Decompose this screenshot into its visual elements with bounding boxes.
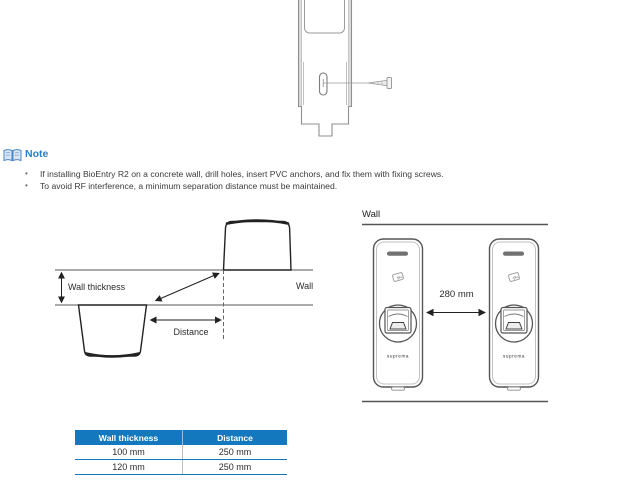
screw-icon (368, 78, 392, 89)
device-bottom-tab (392, 387, 405, 390)
device-section-back (79, 305, 147, 356)
wall-section-diagram (40, 212, 320, 362)
cell-wall-thickness: 100 mm (75, 445, 183, 459)
led-bar (387, 252, 408, 256)
wall-thickness-distance-table (75, 430, 287, 475)
wall-thickness-label: Wall thickness (68, 282, 126, 292)
brand-logo: suprema (502, 353, 526, 359)
note-bullet-item (25, 180, 605, 192)
bullet-dot: • (25, 181, 28, 190)
distance-label: Distance (173, 327, 209, 337)
separation-wall-label: Wall (362, 209, 381, 220)
bioentry-device-right (490, 239, 539, 390)
note-heading: Note (25, 148, 49, 160)
note-book-icon (3, 148, 22, 163)
cell-distance: 250 mm (218, 447, 252, 457)
bullet-dot: • (25, 169, 28, 178)
cell-distance: 250 mm (218, 462, 252, 472)
note-bullet-text: To avoid RF interference, a minimum separation distance must be maintained. (40, 181, 338, 191)
column-header-distance: Distance (183, 430, 287, 445)
separation-distance-diagram (355, 218, 555, 410)
led-bar (503, 252, 524, 256)
fingerprint-sensor (385, 308, 411, 334)
bioentry-device-left (374, 239, 423, 390)
table-header-row (75, 430, 287, 445)
fingerprint-sensor (501, 308, 527, 334)
brand-logo: suprema (386, 353, 410, 359)
cell-wall-thickness: 120 mm (75, 460, 183, 474)
bracket-top-cutout (305, 0, 345, 33)
column-header-wall-thickness: Wall thickness (75, 430, 183, 445)
note-bullet-list (25, 168, 605, 192)
device-section-front (224, 222, 292, 271)
wall-label: Wall (296, 281, 314, 291)
device-bottom-tab (508, 387, 521, 390)
table-row (75, 445, 287, 460)
note-bullet-item (25, 168, 605, 180)
separation-distance-label: 280 mm (439, 289, 474, 300)
mounting-bracket-diagram (290, 0, 400, 140)
diagonal-offset-arrow (156, 274, 219, 301)
note-bullet-text: If installing BioEntry R2 on a concrete wall, drill holes, insert PVC anchors, and fix them with fixing screws. (40, 169, 444, 179)
table-row (75, 460, 287, 475)
